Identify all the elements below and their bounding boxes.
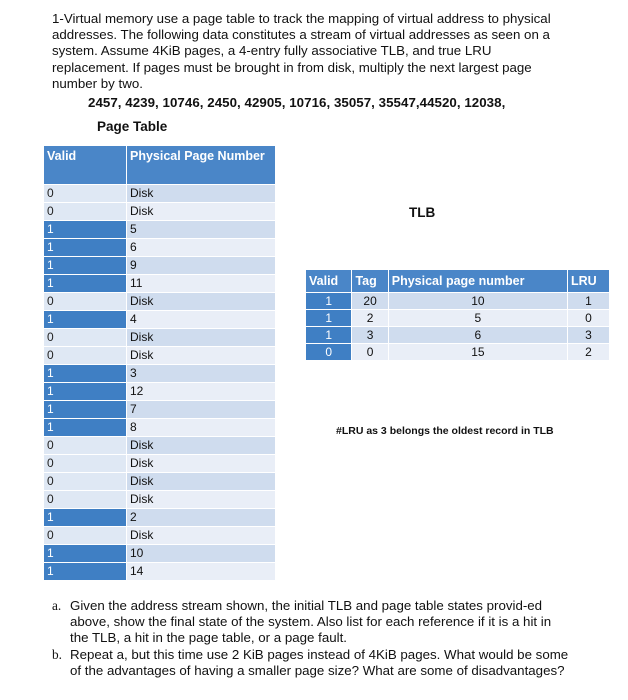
tlb-header-ppn: Physical page number bbox=[388, 270, 567, 293]
table-row bbox=[44, 311, 276, 329]
table-row bbox=[44, 221, 276, 239]
lru-note: #LRU as 3 belongs the oldest record in TLB bbox=[336, 425, 554, 437]
tlb-table bbox=[305, 269, 610, 361]
table-row bbox=[44, 365, 276, 383]
ppn-cell: 14 bbox=[127, 563, 276, 581]
ppn-cell: 12 bbox=[127, 383, 276, 401]
table-row bbox=[44, 437, 276, 455]
table-row bbox=[44, 473, 276, 491]
table-row bbox=[44, 347, 276, 365]
valid-cell: 0 bbox=[44, 527, 127, 545]
tlb-lru-cell: 2 bbox=[568, 344, 610, 361]
valid-cell: 0 bbox=[44, 473, 127, 491]
problem-intro: 1-Virtual memory use a page table to track the mapping of virtual address to physical addresses. The following data constitutes a stream of virtual addresses as seen on a system. Assume 4KiB pages, a 4-entry fully associative TLB, and true LRU replacement. If pages must be brought in from disk, multiply the next largest page number by two. bbox=[52, 11, 551, 91]
valid-cell: 1 bbox=[44, 239, 127, 257]
ppn-cell: 9 bbox=[127, 257, 276, 275]
valid-cell: 0 bbox=[44, 455, 127, 473]
ppn-cell: Disk bbox=[127, 455, 276, 473]
tlb-tag-cell: 20 bbox=[352, 293, 388, 310]
tlb-lru-cell: 3 bbox=[568, 327, 610, 344]
ppn-cell: Disk bbox=[127, 329, 276, 347]
valid-cell: 0 bbox=[44, 329, 127, 347]
table-row bbox=[44, 527, 276, 545]
table-row bbox=[44, 545, 276, 563]
page-table-body bbox=[44, 185, 276, 581]
tlb-header-valid: Valid bbox=[306, 270, 352, 293]
tlb-lru-cell: 0 bbox=[568, 310, 610, 327]
table-row bbox=[44, 419, 276, 437]
valid-cell: 1 bbox=[44, 365, 127, 383]
tlb-header-lru: LRU bbox=[568, 270, 610, 293]
valid-cell: 1 bbox=[44, 401, 127, 419]
table-row bbox=[306, 344, 610, 361]
valid-cell: 1 bbox=[44, 311, 127, 329]
table-row bbox=[44, 239, 276, 257]
table-row bbox=[44, 185, 276, 203]
valid-cell: 1 bbox=[44, 383, 127, 401]
ppn-cell: Disk bbox=[127, 527, 276, 545]
tlb-valid-cell: 0 bbox=[306, 344, 352, 361]
valid-cell: 1 bbox=[44, 563, 127, 581]
valid-cell: 0 bbox=[44, 491, 127, 509]
page-table-header-ppn: Physical Page Number bbox=[127, 146, 276, 185]
valid-cell: 1 bbox=[44, 275, 127, 293]
table-row bbox=[44, 329, 276, 347]
tlb-valid-cell: 1 bbox=[306, 293, 352, 310]
ppn-cell: Disk bbox=[127, 473, 276, 491]
valid-cell: 0 bbox=[44, 185, 127, 203]
tlb-ppn-cell: 6 bbox=[388, 327, 567, 344]
question-a-marker: a. bbox=[52, 598, 62, 613]
ppn-cell: 2 bbox=[127, 509, 276, 527]
valid-cell: 1 bbox=[44, 221, 127, 239]
ppn-cell: 10 bbox=[127, 545, 276, 563]
ppn-cell: 3 bbox=[127, 365, 276, 383]
valid-cell: 1 bbox=[44, 509, 127, 527]
tlb-valid-cell: 1 bbox=[306, 310, 352, 327]
valid-cell: 0 bbox=[44, 347, 127, 365]
tlb-tag-cell: 3 bbox=[352, 327, 388, 344]
ppn-cell: Disk bbox=[127, 491, 276, 509]
table-row bbox=[306, 293, 610, 310]
tlb-header-tag: Tag bbox=[352, 270, 388, 293]
page-table bbox=[43, 145, 276, 581]
valid-cell: 0 bbox=[44, 293, 127, 311]
question-a bbox=[52, 598, 572, 647]
tlb-tag-cell: 2 bbox=[352, 310, 388, 327]
table-row bbox=[44, 275, 276, 293]
tlb-ppn-cell: 15 bbox=[388, 344, 567, 361]
table-row bbox=[44, 401, 276, 419]
table-row bbox=[44, 257, 276, 275]
ppn-cell: 8 bbox=[127, 419, 276, 437]
page-table-header-valid: Valid bbox=[44, 146, 127, 185]
tlb-body bbox=[306, 293, 610, 361]
tlb-ppn-cell: 5 bbox=[388, 310, 567, 327]
valid-cell: 1 bbox=[44, 419, 127, 437]
ppn-cell: 6 bbox=[127, 239, 276, 257]
tlb-valid-cell: 1 bbox=[306, 327, 352, 344]
tlb-lru-cell: 1 bbox=[568, 293, 610, 310]
table-row bbox=[44, 455, 276, 473]
table-row bbox=[44, 293, 276, 311]
valid-cell: 0 bbox=[44, 437, 127, 455]
question-b-marker: b. bbox=[52, 646, 62, 662]
ppn-cell: 4 bbox=[127, 311, 276, 329]
valid-cell: 1 bbox=[44, 545, 127, 563]
ppn-cell: 5 bbox=[127, 221, 276, 239]
valid-cell: 1 bbox=[44, 257, 127, 275]
questions-list bbox=[52, 598, 572, 679]
ppn-cell: Disk bbox=[127, 185, 276, 203]
table-row bbox=[44, 203, 276, 221]
ppn-cell: Disk bbox=[127, 203, 276, 221]
question-a-text: Given the address stream shown, the initial TLB and page table states provid-ed above, show the final state of the system. Also list for each reference if it is a hit in the TLB, a hit in the page table, or a page fault. bbox=[70, 598, 552, 646]
question-b bbox=[52, 647, 572, 679]
ppn-cell: Disk bbox=[127, 437, 276, 455]
ppn-cell: 7 bbox=[127, 401, 276, 419]
ppn-cell: Disk bbox=[127, 347, 276, 365]
question-b-text: Repeat a, but this time use 2 KiB pages instead of 4KiB pages. What would be some of the advantages of having a smaller page size? What are some of disadvantages? bbox=[70, 646, 569, 678]
ppn-cell: 11 bbox=[127, 275, 276, 293]
table-row bbox=[44, 383, 276, 401]
valid-cell: 0 bbox=[44, 203, 127, 221]
table-row bbox=[44, 563, 276, 581]
address-stream: 2457, 4239, 10746, 2450, 42905, 10716, 35057, 35547,44520, 12038, bbox=[88, 95, 506, 110]
table-row bbox=[306, 327, 610, 344]
tlb-tag-cell: 0 bbox=[352, 344, 388, 361]
ppn-cell: Disk bbox=[127, 293, 276, 311]
table-row bbox=[44, 491, 276, 509]
tlb-ppn-cell: 10 bbox=[388, 293, 567, 310]
table-row bbox=[44, 509, 276, 527]
table-row bbox=[306, 310, 610, 327]
tlb-title: TLB bbox=[409, 205, 436, 220]
page-table-title: Page Table bbox=[97, 119, 168, 134]
